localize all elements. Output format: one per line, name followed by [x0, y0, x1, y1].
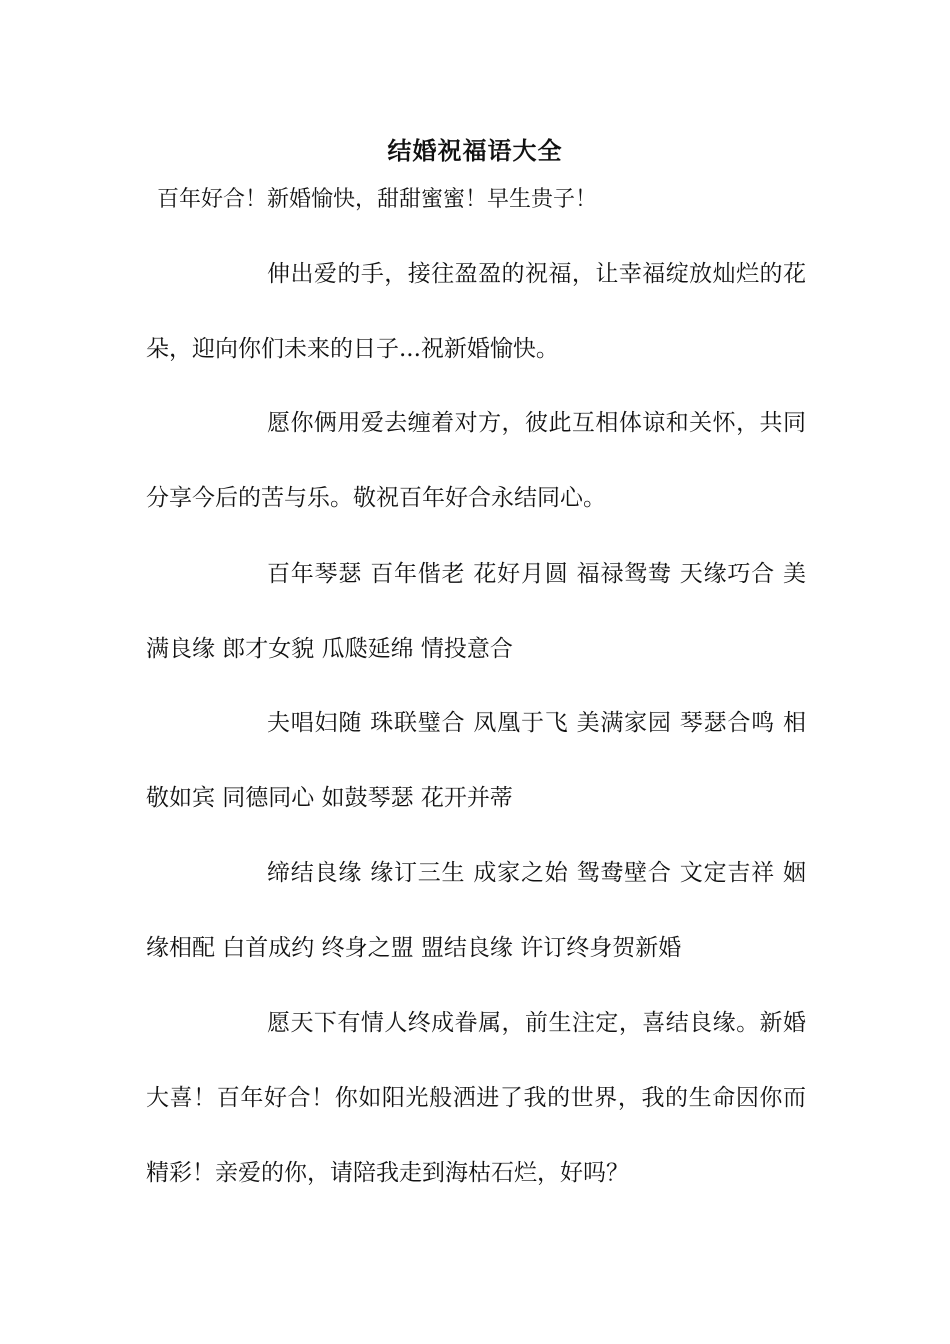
paragraph-3: 百年琴瑟 百年偕老 花好月圆 福禄鸳鸯 天缘巧合 美满良缘 郎才女貌 瓜瓞延绵 情投意合 — [146, 561, 806, 662]
paragraph-1: 伸出爱的手，接往盈盈的祝福，让幸福绽放灿烂的花朵，迎向你们未来的日子...祝新婚愉快。 — [146, 261, 806, 362]
intro-line: 百年好合！新婚愉快，甜甜蜜蜜！早生贵子！ — [157, 187, 598, 212]
paragraph-2: 愿你俩用爱去缠着对方，彼此互相体谅和关怀，共同分享今后的苦与乐。敬祝百年好合永结同心。 — [146, 410, 806, 511]
paragraph-6: 愿天下有情人终成眷属，前生注定，喜结良缘。新婚大喜！百年好合！你如阳光般洒进了我的世界，我的生命因你而精彩！亲爱的你，请陪我走到海枯石烂，好吗？ — [146, 1010, 806, 1186]
document-title: 结婚祝福语大全 — [387, 136, 563, 165]
paragraph-4: 夫唱妇随 珠联璧合 凤凰于飞 美满家园 琴瑟合鸣 相敬如宾 同德同心 如鼓琴瑟 花开并蒂 — [146, 710, 806, 811]
paragraph-5: 缔结良缘 缘订三生 成家之始 鸳鸯壁合 文定吉祥 姻缘相配 白首成约 终身之盟 盟结良缘 许订终身贺新婚 — [146, 860, 806, 961]
